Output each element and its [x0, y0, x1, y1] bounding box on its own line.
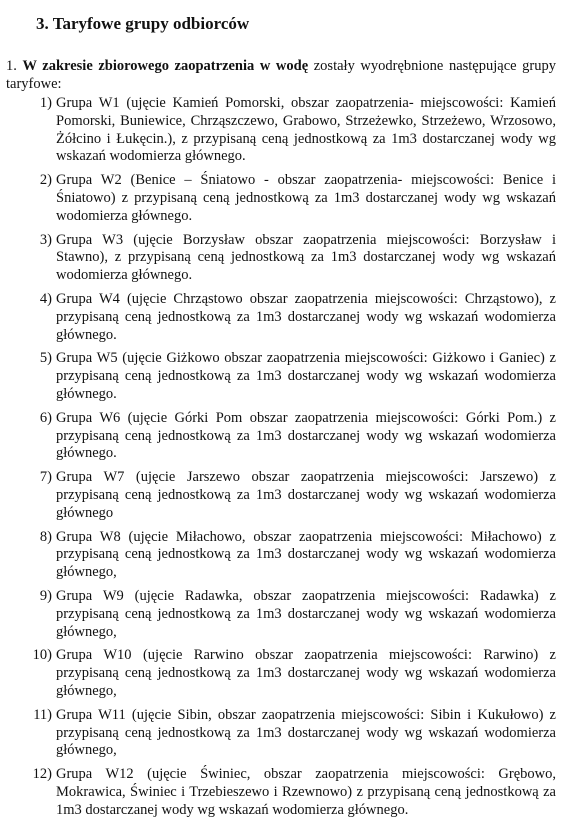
item-number: 5) [39, 350, 52, 367]
list-item [0, 172, 556, 225]
item-number: 6) [39, 409, 52, 426]
item-number: 7) [39, 469, 52, 486]
item-number: 4) [39, 290, 52, 307]
item-text: Grupa W2 (Benice – Śniatowo - obszar zaopatrzenia- miejscowości: Benice i Śniatowo) z przypisaną ceną jednostkową za 1m3 dostarczanej wody wg wskazań wodomierza głównego. [56, 172, 556, 224]
list-item [0, 588, 556, 641]
item-text: Grupa W8 (ujęcie Miłachowo, obszar zaopatrzenia miejscowości: Miłachowo) z przypisaną ceną jednostkową za 1m3 dostarczanej wody wg wskazań wodomierza głównego, [56, 528, 556, 581]
list-item [0, 232, 556, 285]
tariff-groups-list [0, 95, 556, 825]
section-heading: 3. Taryfowe grupy odbiorców [36, 14, 250, 33]
intro-number: 1. [6, 58, 17, 74]
item-text: Grupa W9 (ujęcie Radawka, obszar zaopatrzenia miejscowości: Radawka) z przypisaną ceną jednostkową za 1m3 dostarczanej wody wg wskazań wodomierza głównego, [56, 587, 556, 640]
item-number: 9) [39, 587, 52, 604]
item-text: Grupa W6 (ujęcie Górki Pom obszar zaopatrzenia miejscowości: Górki Pom.) z przypisaną ceną jednostkową za 1m3 dostarczanej wody wg wskazań wodomierza głównego. [56, 409, 556, 462]
item-number: 10) [32, 647, 52, 664]
intro-text: zostały wyodrębnione następujące grupy taryfowe: [6, 58, 556, 92]
item-number: 1) [39, 95, 52, 111]
item-text: Grupa W7 (ujęcie Jarszewo obszar zaopatrzenia miejscowości: Jarszewo) z przypisaną ceną jednostkową za 1m3 dostarczanej wody wg wskazań wodomierza głównego [56, 469, 556, 521]
list-item [0, 410, 556, 463]
item-text: Grupa W4 (ujęcie Chrząstowo obszar zaopatrzenia miejscowości: Chrząstowo), z przypisaną ceną jednostkową za 1m3 dostarczanej wody wg wskazań wodomierza głównego. [56, 290, 556, 343]
item-number: 3) [39, 231, 52, 248]
list-item [0, 350, 556, 403]
list-item [0, 529, 556, 582]
item-text: Grupa W1 (ujęcie Kamień Pomorski, obszar zaopatrzenia- miejscowości: Kamień Pomorski, Buniewice, Chrząszczewo, Grabowo, Strzeżewko, Strzeżewo, Wrzosowo, Żółcino i Łukęcin.), z przypisaną ceną jednostkową za 1m3 dostarczanej wody wg wskazań wodomierza głównego. [56, 95, 556, 165]
item-number: 8) [39, 528, 52, 545]
item-text: Grupa W3 (ujęcie Borzysław obszar zaopatrzenia miejscowości: Borzysław i Stawno), z przypisaną ceną jednostkową za 1m3 dostarczanej wody wg wskazań wodomierza głównego. [56, 231, 556, 284]
item-text: Grupa W11 (ujęcie Sibin, obszar zaopatrzenia miejscowości: Sibin i Kukułowo) z przypisaną ceną jednostkową za 1m3 dostarczanej wody wg wskazań wodomierza głównego, [56, 706, 556, 759]
item-number: 11) [33, 706, 52, 723]
list-item [0, 291, 556, 344]
list-item [0, 647, 556, 700]
item-text: Grupa W10 (ujęcie Rarwino obszar zaopatrzenia miejscowości: Rarwino) z przypisaną ceną jednostkową za 1m3 dostarczanej wody wg wskazań wodomierza głównego, [56, 647, 556, 699]
list-item [0, 469, 556, 522]
intro-bold-text: W zakresie zbiorowego zaopatrzenia w wodę [22, 58, 309, 74]
list-item [0, 95, 556, 166]
list-item [0, 707, 556, 760]
item-number: 12) [32, 766, 52, 783]
intro-paragraph [6, 58, 556, 94]
item-number: 2) [39, 172, 52, 189]
item-text: Grupa W5 (ujęcie Giżkowo obszar zaopatrzenia miejscowości: Giżkowo i Ganiec) z przypisaną ceną jednostkową za 1m3 dostarczanej wody wg wskazań wodomierza głównego. [56, 350, 556, 402]
list-item [0, 766, 556, 819]
item-text: Grupa W12 (ujęcie Świniec, obszar zaopatrzenia miejscowości: Grębowo, Mokrawica, Świniec i Trzebieszewo i Rzewnowo) z przypisaną ceną jednostkową za 1m3 dostarczanej wody wg wskazań wodomierza głównego. [56, 766, 556, 818]
